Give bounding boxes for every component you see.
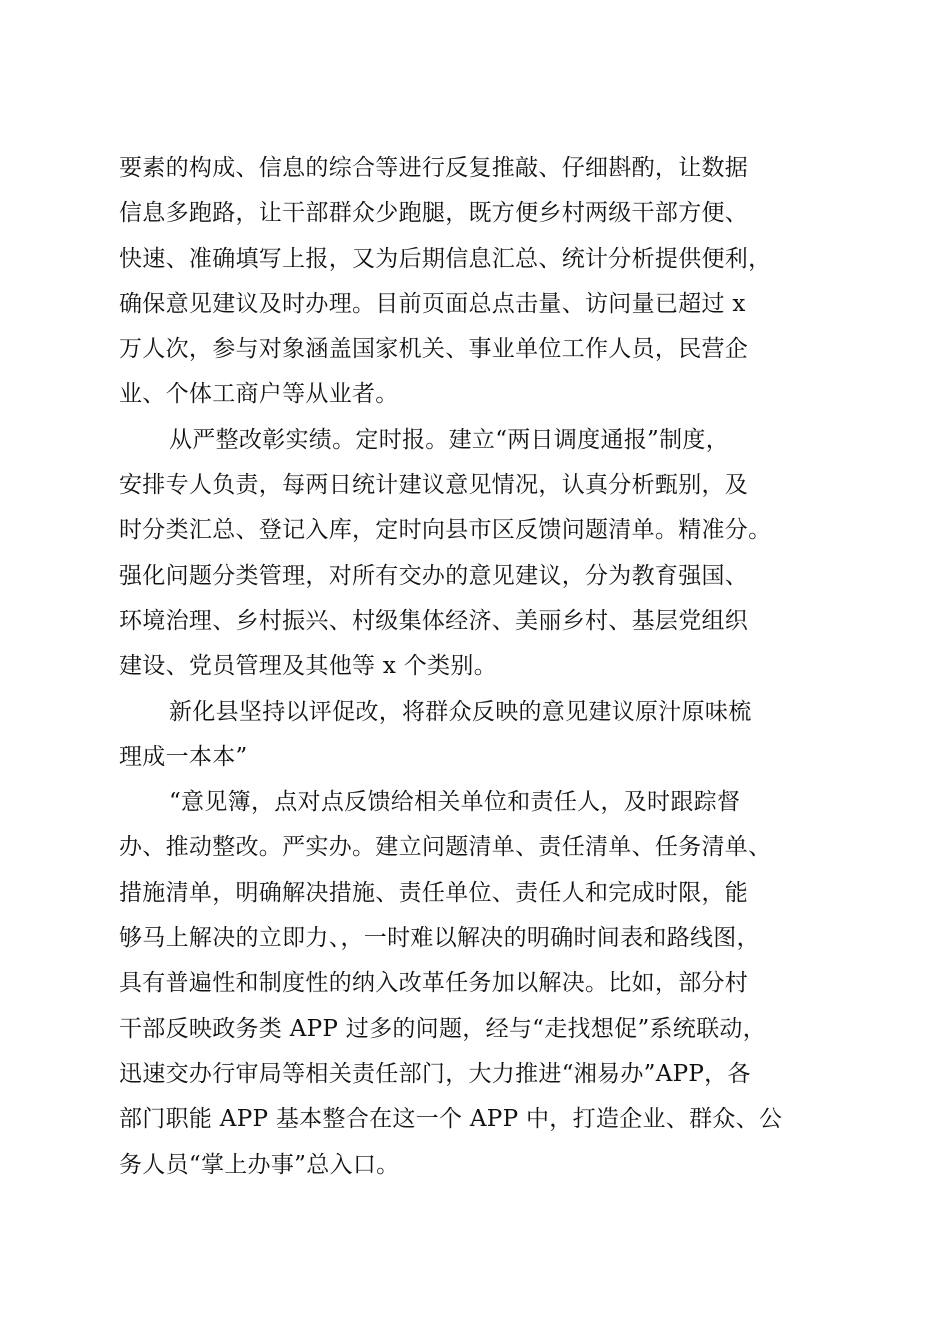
text-line: 建设、党员管理及其他等 x 个类别。 — [119, 653, 497, 680]
text-line: 确保意见建议及时办理。目前页面总点击量、访问量已超过 x — [119, 290, 746, 317]
text-line: 够马上解决的立即力、，一时难以解决的明确时间表和路线图， — [119, 925, 760, 952]
text-line: 信息多跑路，让干部群众少跑腿，既方便乡村两级干部方便、 — [119, 200, 749, 227]
text-line: 强化问题分类管理，对所有交办的意见建议，分为教育强国、 — [119, 562, 749, 589]
text-line: 部门职能 APP 基本整合在这一个 APP 中，打造企业、群众、公 — [119, 1106, 783, 1133]
text-line: 具有普遍性和制度性的纳入改革任务加以解决。比如，部分村 — [119, 970, 749, 997]
text-line: 办、推动整改。严实办。建立问题清单、责任清单、任务清单、 — [119, 834, 772, 861]
text-line: 环境治理、乡村振兴、村级集体经济、美丽乡村、基层党组织 — [119, 607, 749, 634]
text-line: 干部反映政务类 APP 过多的问题，经与“走找想促”系统联动， — [119, 1015, 766, 1042]
text-line: 安排专人负责，每两日统计建议意见情况，认真分析甄别，及 — [119, 472, 749, 499]
paragraph-start-line: “意见簿，点对点反馈给相关单位和责任人，及时跟踪督 — [169, 789, 741, 816]
text-line: 要素的构成、信息的综合等进行反复推敲、仔细斟酌，让数据 — [119, 155, 749, 181]
text-line: 措施清单，明确解决措施、责任单位、责任人和完成时限，能 — [119, 879, 749, 906]
text-line: 迅速交办行审局等相关责任部门，大力推进“湘易办”APP，各 — [119, 1060, 751, 1087]
text-line: 快速、准确填写上报，又为后期信息汇总、统计分析提供便利， — [119, 245, 772, 272]
text-line: 业、个体工商户等从业者。 — [119, 381, 399, 408]
text-line: 理成一本本” — [119, 743, 248, 770]
text-line: 时分类汇总、登记入库，定时向县市区反馈问题清单。精准分。 — [119, 517, 772, 544]
paragraph-start-line: 新化县坚持以评促改，将群众反映的意见建议原汁原味梳 — [169, 698, 752, 725]
text-line: 万人次，参与对象涵盖国家机关、事业单位工作人员，民营企 — [119, 336, 749, 363]
text-line: 务人员“掌上办事”总入口。 — [119, 1151, 400, 1178]
paragraph-start-line: 从严整改彰实绩。定时报。建立“两日调度通报”制度， — [169, 426, 730, 453]
body-text — [119, 146, 839, 1188]
